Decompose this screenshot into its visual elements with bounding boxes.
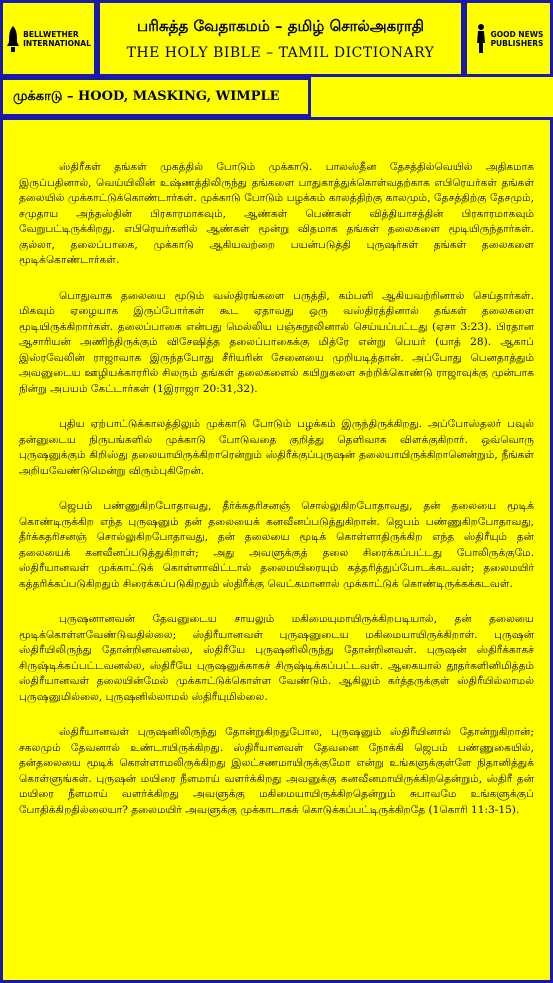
good-news-logo-text <box>491 30 544 48</box>
article-body <box>0 117 553 983</box>
bell-icon <box>6 24 20 54</box>
good-news-logo <box>464 0 553 77</box>
header-title <box>97 0 464 77</box>
good-news-logo-line1: GOOD NEWS <box>490 29 544 39</box>
topic-label: முக்காடு – HOOD, MASKING, WIMPLE <box>13 89 280 104</box>
bellwether-logo-text <box>23 30 91 48</box>
title-tamil: பரிசுத்த வேதாகமம் – தமிழ் சொல்அகராதி <box>136 16 425 35</box>
paragraph-4: ஜெபம் பண்ணுகிறபோதாவது, தீர்க்கதரிசனஞ் சொல்லுகிறபோதாவது, தன் தலையை மூடிக் கொண்டிருக்கிற எந்த புருஷனும் தன் தலையைக் கனவீனப்படுத்துகிறான். ஜெபம் பண்ணுகிறபோதாவது, தீர்க்கதரிசனஞ் சொல்லுகிறபோதாவது, தன் தலையை மூடிக் கொள்ளாதிருக்கிற எந்த ஸ்திரீயும் தன் தலையைக் கனவீனப்படுத்துகிறாள்; அது அவளுக்குத் தலை சிரைக்கப்பட்டது போலிருக்குமே. ஸ்திரீயானவள் முக்காட்டுக் கொள்ளாவிட்டால் தலைமயிரையும் கத்தரித்துப்போடக்கடவள்; தலைமயிர் கத்தரிக்கப்படுகிறதும் சிரைக்கப்படுகிறதும் ஸ்திரீக்கு வெட்கமானால் முக்காட்டுக் கொண்டிருக்கக்கடவள். <box>19 500 534 590</box>
figure-icon <box>474 23 488 55</box>
bellwether-logo-line2: INTERNATIONAL <box>23 38 91 48</box>
paragraph-6: ஸ்திரீயானவள் புருஷனிலிருந்து தோன்றுகிறதுபோல, புருஷனும் ஸ்திரீயினால் தோன்றுகிறான்; சகலமும் தேவனால் உண்டாயிருக்கிறது. ஸ்திரீயானவள் தேவனை நோக்கி ஜெபம் பண்ணுகையில், தன்தலையை மூடிக் கொள்ளாமலிருக்கிறது இலட்சணமாயிருக்குமோ என்று உங்களுக்குள்ளே நிதானித்துக் கொள்ளுங்கள். புருஷன் மயிரை நீளமாய் வளர்க்கிறது அவனுக்கு கனவீனமாயிருக்கிறதென்றும், ஸ்திரீ தன் மயிரை நீளமாய் வளர்க்கிறது அவளுக்கு மகிமையாயிருக்கிறதென்றும் சுபாவமே உங்களுக்குப் போதிக்கிறதில்லையா? தலைமயிர் அவளுக்கு முக்காடாகக் கொடுக்கப்பட்டிருக்கிறதே (1கொரி 11:3-15). <box>19 726 534 816</box>
paragraph-1: ஸ்திரீகள் தங்கள் முகத்தில் போடும் முக்காடு. பாலஸ்தீன தேசத்தில்வெயில் அதிகமாக இருப்பதினால், வெய்யிலின் உஷ்ணத்திலிருந்து தங்களை பாதுகாத்துக்கொள்வதற்காக எபிரெயர்கள் தங்கள் தலையில் முக்காட்டுக்கொண்டார்கள். முக்காடு போடும் பழக்கம் காலத்திற்கு காலமும், தேசத்திற்கு தேசமும், சமுதாய அந்தஸ்தின் பிரகாரமாகவும், ஆண்கள் பெண்கள் வித்தியாசத்தின் பிரகாரமாகவும் வேறுபட்டிருக்கிறது. எபிரெயர்களில் ஆண்கள் மூன்று விதமாக தங்கள் தலைகளை மூடியிருந்தார்கள். குல்லா, தலைப்பாகை, முக்காடு ஆகியவற்றை பயன்படுத்தி புருஷர்கள் தங்கள் தலைகளை மூடிக்கொண்டார்கள். <box>19 161 534 266</box>
bellwether-logo-row <box>6 24 91 54</box>
paragraph-3: புதிய ஏற்பாட்டுக்காலத்திலும் முக்காடு போடும் பழக்கம் இருந்திருக்கிறது. அப்போஸ்தலர் பவுல் தன்னுடைய நிருபங்களில் முக்காடு போடுவதை குறித்து தெளிவாக விளக்குகிறார். ஒவ்வொரு புருஷனுக்கும் கிறிஸ்து தலையாயிருக்கிறாரென்றும் ஸ்திரீக்குப்புருஷன் தலையாயிருக்கிறானென்றும், நீங்கள் அறியவேண்டுமென்று விரும்புகிறேன். <box>19 418 534 477</box>
title-english: THE HOLY BIBLE – TAMIL DICTIONARY <box>126 44 435 61</box>
paragraph-2: பொதுவாக தலையை மூடும் வஸ்திரங்களை பருத்தி, கம்பளி ஆகியவற்றினால் செய்தார்கள். மிகவும் ஏழையாக இருப்போர்கள் கூட ஏதாவது ஒரு வஸ்திரத்தினால் தங்கள் தலைகளை மூடியிருக்கிறார்கள். தலைப்பாகை என்பது மெல்லிய பஞ்சுநூலினால் செய்யப்பட்டது (ஏசா 3:23). பிரதான ஆசாரியன் அணிந்திருக்கும் விசேஷித்த தலைப்பாகைக்கு மித்ரே என்று பெயர் (யாத் 28). ஆகாப் இஸ்ரவேலின் ராஜாவாக இருந்தபோது சீரியரின் சேனையை முறியடித்தான். அப்போது பெனதாத்தும் அவனுடைய ஊழியக்காரரில் சிலரும் தங்கள் தலைகளைல் கயிறுகளை சுற்றிக்கொண்டு ராஜாவுக்கு முன்பாக நின்று அபயம் கேட்டார்கள் (1இராஜா 20:31,32). <box>19 289 534 395</box>
topic-heading <box>0 77 311 117</box>
paragraph-5: புருஷனானவன் தேவனுடைய சாயலும் மகிமையுமாயிருக்கிறபடியால், தன் தலையை மூடிக்கொள்ளவேண்டுவதில்லை; ஸ்திரீயானவள் புருஷனுடைய மகிமையாயிருக்கிறாள். புருஷன் ஸ்திரீயிலிருந்து தோன்றினவனல்ல, ஸ்திரீயே புருஷனிலிருந்து தோன்றினவள். புருஷன் ஸ்திரீக்காகச் சிருஷ்டிக்கப்பட்டவனல்ல, ஸ்திரீயே புருஷனுக்காகச் சிருஷ்டிக்கப்பட்டவள். ஆகையால் தூதர்களினிமித்தம் ஸ்திரீயானவள் தலையின்மேல் முக்காட்டுக்கொள்ள வேண்டும். ஆகிலும் கர்த்தருக்குள் ஸ்திரீயில்லாமல் புருஷனுமில்லை, புருஷனில்லாமல் ஸ்திரீயுமில்லை. <box>19 613 534 703</box>
bellwether-logo <box>0 0 97 77</box>
bellwether-logo-line1: BELLWETHER <box>23 29 79 39</box>
good-news-logo-line2: PUBLISHERS <box>490 38 544 48</box>
good-news-logo-row <box>474 23 544 55</box>
